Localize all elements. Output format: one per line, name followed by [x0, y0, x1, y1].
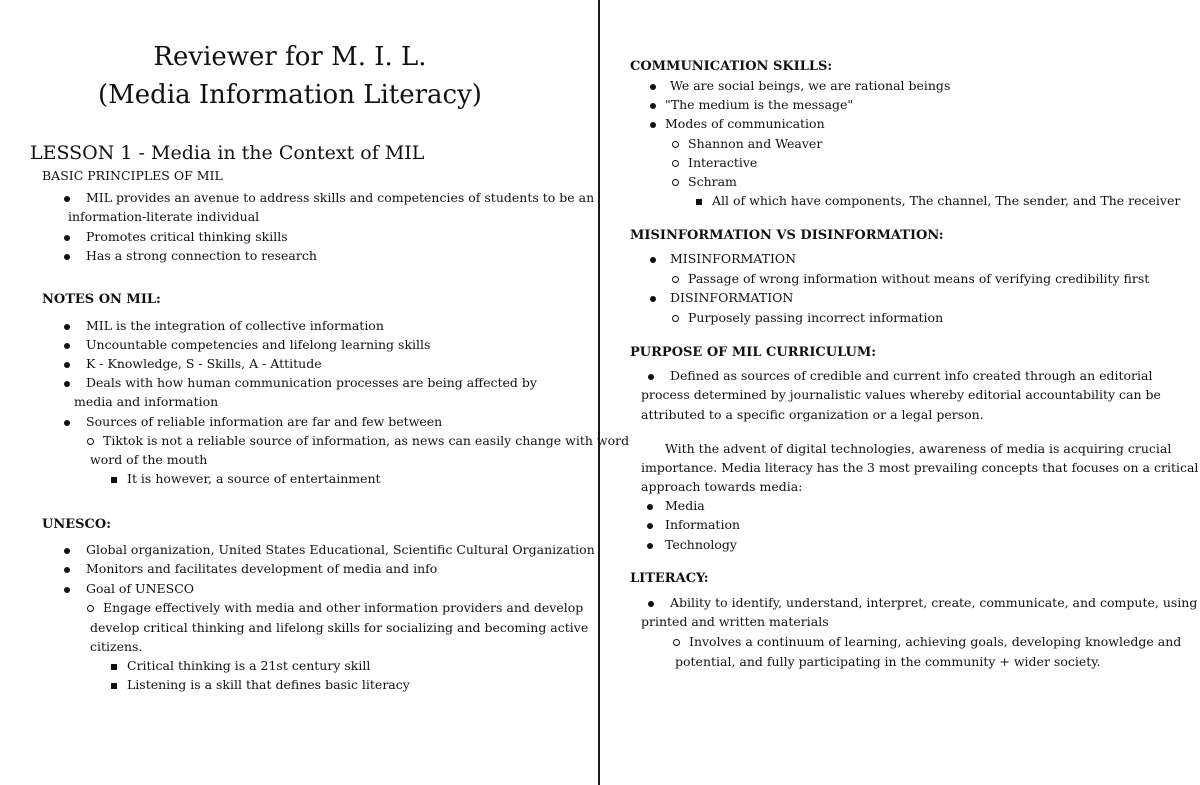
sub-sub-list-item: It is however, a source of entertainment [127, 471, 381, 486]
bullet-ring [672, 179, 679, 186]
bullet-dot [64, 420, 70, 426]
bullet-dot [647, 523, 653, 529]
bullet-ring [672, 141, 679, 148]
bullet-ring [87, 605, 94, 612]
list-item: K - Knowledge, S - Skills, A - Attitude [86, 356, 322, 371]
list-item: Has a strong connection to research [86, 248, 317, 263]
bullet-dot [64, 567, 70, 573]
list-item: Defined as sources of credible and current info created through an editorial [670, 368, 1153, 383]
document-title-line1: Reviewer for M. I. L. [153, 42, 427, 72]
bullet-ring [672, 160, 679, 167]
sub-list-item: Shannon and Weaver [688, 136, 823, 151]
bullet-dot [64, 235, 70, 241]
sub-list-item: Involves a continuum of learning, achieving goals, developing knowledge and [689, 634, 1182, 649]
list-item: MIL provides an avenue to address skills and competencies of students to be an [86, 190, 595, 205]
lesson-heading: LESSON 1 - Media in the Context of MIL [30, 142, 425, 164]
sub-sub-list-item: Listening is a skill that defines basic literacy [127, 677, 410, 692]
bullet-square [111, 664, 117, 670]
bullet-dot [650, 296, 656, 302]
sub-list-item: Tiktok is not a reliable source of information, as news can easily change with word [103, 433, 630, 448]
list-item: Promotes critical thinking skills [86, 229, 288, 244]
list-item: We are social beings, we are rational beings [670, 78, 951, 93]
bullet-dot [64, 254, 70, 260]
sub-list-item: Schram [688, 174, 737, 189]
bullet-square [111, 683, 117, 689]
document-title-line2: (Media Information Literacy) [98, 80, 482, 110]
bullet-dot [648, 601, 654, 607]
list-item: Goal of UNESCO [86, 581, 195, 596]
list-item: Global organization, United States Educational, Scientific Cultural Organization [86, 542, 595, 557]
bullet-square [696, 199, 702, 205]
notes-heading: NOTES ON MIL: [42, 292, 161, 307]
list-item-cont: information-literate individual [68, 209, 260, 224]
list-item: Modes of communication [665, 116, 825, 131]
bullet-dot [648, 374, 654, 380]
column-divider [598, 0, 600, 785]
list-item: MISINFORMATION [670, 251, 797, 266]
basic-principles-heading: BASIC PRINCIPLES OF MIL [42, 168, 223, 183]
bullet-dot [650, 84, 656, 90]
sub-list-item-cont: word of the mouth [90, 452, 208, 467]
sub-list-item: Interactive [688, 155, 758, 170]
list-item-cont: media and information [74, 394, 219, 409]
bullet-ring [673, 639, 680, 646]
bullet-dot [647, 543, 653, 549]
concept-item-media: Media [665, 498, 705, 513]
sub-list-item-cont: develop critical thinking and lifelong skills for socializing and becoming active [90, 620, 589, 635]
list-item: Monitors and facilitates development of media and info [86, 561, 438, 576]
sub-list-item-cont: citizens. [90, 639, 143, 654]
communication-heading: COMMUNICATION SKILLS: [630, 59, 833, 74]
bullet-dot [64, 362, 70, 368]
bullet-dot [64, 196, 70, 202]
bullet-dot [64, 324, 70, 330]
sub-sub-list-item: Critical thinking is a 21st century skill [127, 658, 371, 673]
list-item: Uncountable competencies and lifelong learning skills [86, 337, 431, 352]
bullet-ring [672, 315, 679, 322]
unesco-heading: UNESCO: [42, 517, 111, 532]
list-item-cont: process determined by journalistic values whereby editorial accountability can be [641, 387, 1161, 402]
purpose-heading: PURPOSE OF MIL CURRICULUM: [630, 345, 877, 360]
bullet-dot [64, 548, 70, 554]
paragraph-line: importance. Media literacy has the 3 most prevailing concepts that focuses on a critical [641, 460, 1199, 475]
bullet-ring [672, 276, 679, 283]
list-item: Ability to identify, understand, interpret, create, communicate, and compute, using [670, 595, 1198, 610]
list-item: Sources of reliable information are far and few between [86, 414, 443, 429]
sub-list-item-cont: potential, and fully participating in the community + wider society. [675, 654, 1101, 669]
list-item: Deals with how human communication processes are being affected by [86, 375, 537, 390]
list-item: MIL is the integration of collective information [86, 318, 384, 333]
list-item: "The medium is the message" [665, 97, 854, 112]
bullet-dot [647, 504, 653, 510]
bullet-dot [650, 103, 656, 109]
sub-list-item: Engage effectively with media and other information providers and develop [103, 600, 584, 615]
sub-list-item: Passage of wrong information without means of verifying credibility first [688, 271, 1150, 286]
concept-item-technology: Technology [665, 537, 737, 552]
paragraph-line: With the advent of digital technologies, awareness of media is acquiring crucial [665, 441, 1172, 456]
bullet-dot [64, 343, 70, 349]
list-item-cont: printed and written materials [641, 614, 829, 629]
list-item-cont: attributed to a specific organization or a legal person. [641, 407, 984, 422]
bullet-square [111, 477, 117, 483]
list-item: DISINFORMATION [670, 290, 794, 305]
sub-sub-list-item: All of which have components, The channel, The sender, and The receiver [712, 193, 1181, 208]
sub-list-item: Purposely passing incorrect information [688, 310, 944, 325]
bullet-ring [87, 438, 94, 445]
bullet-dot [650, 122, 656, 128]
concept-item-information: Information [665, 517, 741, 532]
paragraph-line: approach towards media: [641, 479, 803, 494]
bullet-dot [650, 257, 656, 263]
misinformation-heading: MISINFORMATION VS DISINFORMATION: [630, 228, 944, 243]
literacy-heading: LITERACY: [630, 571, 709, 586]
bullet-dot [64, 587, 70, 593]
bullet-dot [64, 381, 70, 387]
